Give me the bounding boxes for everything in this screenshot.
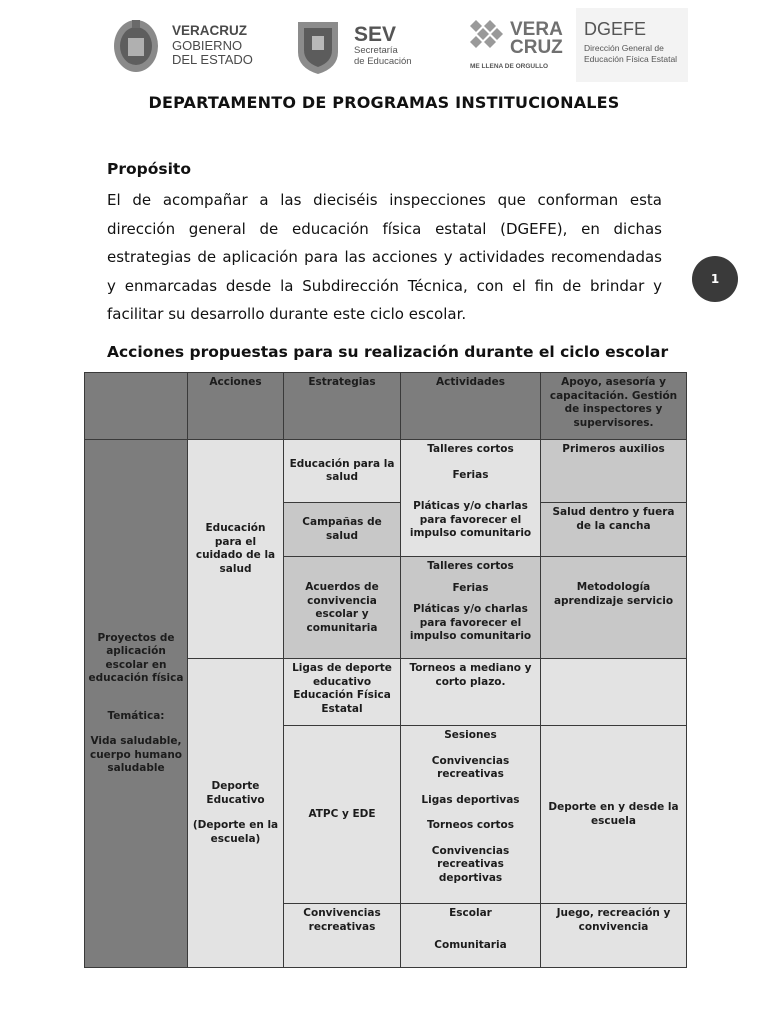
actividad-comunitaria: Comunitaria: [434, 938, 507, 951]
purpose-heading: Propósito: [107, 160, 191, 178]
estrategia-campanas: Campañas de salud: [284, 503, 401, 557]
veracruz-brand-tagline: ME LLENA DE ORGULLO: [470, 63, 549, 70]
actions-heading: Acciones propuestas para su realización durante el ciclo escolar: [107, 343, 669, 361]
table-header-row: [85, 373, 687, 440]
header-projects-cell: [85, 373, 188, 440]
estrategia-convivencias: Convivencias recreativas: [284, 904, 401, 968]
projects-title: Proyectos de aplicación escolar en educación física: [88, 631, 184, 684]
department-title: DEPARTAMENTO DE PROGRAMAS INSTITUCIONALES: [148, 93, 620, 112]
dgefe-logo-line2: Dirección General de: [584, 43, 664, 53]
veracruz-government-logo: [108, 8, 268, 82]
accion-salud-cell: Educación para el cuidado de la salud: [188, 440, 284, 659]
actividad-ferias: Ferias: [452, 468, 489, 481]
apoyo-juego: Juego, recreación y convivencia: [541, 904, 687, 968]
thematic-text: Vida saludable, cuerpo humano saludable: [89, 735, 183, 774]
apoyo-deporte: Deporte en y desde la escuela: [541, 726, 687, 904]
sev-coat-of-arms-icon: [290, 14, 346, 76]
actividad-ferias-2: Ferias: [452, 581, 489, 594]
actividad-ligas-deportivas: Ligas deportivas: [421, 793, 520, 806]
accion-deporte-title: Deporte Educativo: [206, 780, 265, 806]
estrategia-acuerdos: Acuerdos de convivencia escolar y comunitaria: [284, 557, 401, 659]
header-acciones: Acciones: [188, 373, 284, 440]
accion-deporte-cell: [188, 659, 284, 968]
actions-table: [84, 372, 687, 968]
header-actividades: Actividades: [401, 373, 541, 440]
apoyo-primeros-auxilios: Primeros auxilios: [541, 440, 687, 503]
actividades-convivencias-cell: [401, 904, 541, 968]
actividades-torneos: Torneos a mediano y corto plazo.: [401, 659, 541, 726]
actividad-platicas-2: Pláticas y/o charlas para favorecer el impulso comunitario: [409, 603, 532, 642]
actividad-talleres-2: Talleres cortos: [427, 560, 514, 572]
table-row: [85, 440, 687, 503]
dgefe-logo-line3: Educación Física Estatal: [584, 54, 678, 64]
veracruz-coat-of-arms-icon: [108, 14, 164, 76]
sev-logo: [290, 8, 440, 82]
sev-logo-line3: de Educación: [354, 56, 412, 67]
sev-logo-title: SEV: [354, 23, 397, 46]
actividad-torneos-cortos: Torneos cortos: [427, 819, 514, 831]
accion-deporte-subtitle: (Deporte en la escuela): [192, 819, 279, 845]
apoyo-empty: [541, 659, 687, 726]
dgefe-logo: [576, 8, 688, 82]
veracruz-logo-line1: VERACRUZ: [172, 23, 248, 38]
actividades-atpc-cell: [401, 726, 541, 904]
actividad-platicas: Pláticas y/o charlas para favorecer el impulso comunitario: [409, 500, 532, 539]
header-logos: [108, 8, 688, 86]
actividad-convivencias-deportivas: Convivencias recreativas deportivas: [431, 844, 510, 884]
actividad-escolar: Escolar: [449, 907, 492, 919]
actividad-convivencias: Convivencias recreativas: [431, 754, 510, 780]
apoyo-metodologia: Metodología aprendizaje servicio: [541, 557, 687, 659]
veracruz-brand-logo: [466, 8, 566, 82]
thematic-label: Temática:: [107, 709, 165, 722]
veracruz-pattern-icon: [466, 14, 506, 58]
estrategia-ligas: Ligas de deporte educativo Educación Física Estatal: [284, 659, 401, 726]
header-estrategias: Estrategias: [284, 373, 401, 440]
veracruz-brand-line1: VERA: [510, 19, 563, 40]
estrategia-atpc: ATPC y EDE: [284, 726, 401, 904]
actividades-acuerdos-cell: [401, 557, 541, 659]
estrategia-educacion-salud: Educación para la salud: [284, 440, 401, 503]
header-apoyo: Apoyo, asesoría y capacitación. Gestión de inspectores y supervisores.: [541, 373, 687, 440]
actividad-talleres: Talleres cortos: [427, 443, 514, 455]
veracruz-logo-line2: GOBIERNO: [172, 38, 243, 53]
page-number-badge: 1: [692, 256, 738, 302]
sev-logo-line2: Secretaría: [354, 45, 398, 56]
dgefe-logo-title: DGEFE: [584, 19, 647, 39]
veracruz-logo-line3: DEL ESTADO: [172, 52, 253, 67]
projects-cell: [85, 440, 188, 968]
veracruz-brand-line2: CRUZ: [510, 37, 563, 58]
actividades-salud-cell: [401, 440, 541, 557]
actividad-sesiones: Sesiones: [444, 729, 497, 741]
purpose-paragraph: El de acompañar a las dieciséis inspecciones que conforman esta dirección general de educación física estatal (DGEFE), en dichas estrategias de aplicación para las acciones y actividades recomendadas y enmarcadas desde la Subdirección Técnica, con el fin de brindar y facilitar su desarrollo durante este ciclo escolar.: [107, 191, 662, 324]
apoyo-salud-cancha: Salud dentro y fuera de la cancha: [541, 503, 687, 557]
